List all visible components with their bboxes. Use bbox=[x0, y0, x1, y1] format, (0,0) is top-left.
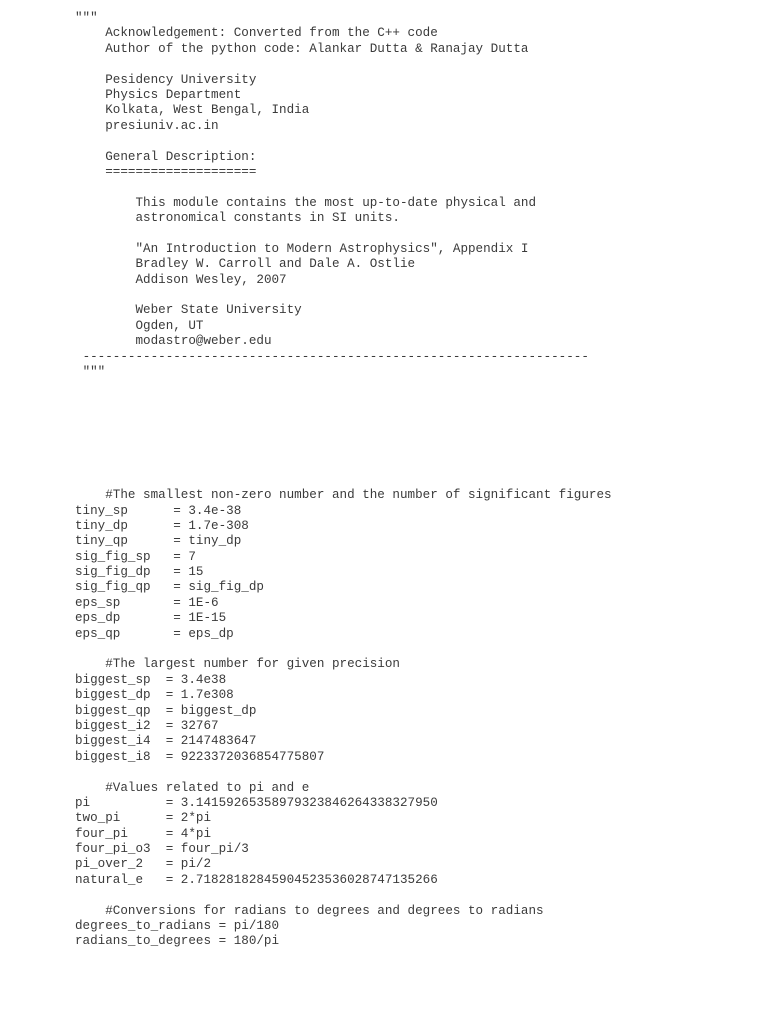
blank-line bbox=[75, 57, 612, 72]
description-line-1: This module contains the most up-to-date physical and bbox=[135, 195, 537, 210]
description-line-2: astronomical constants in SI units. bbox=[135, 211, 400, 226]
blank-line bbox=[75, 473, 612, 488]
code-line: sig_fig_qp = sig_fig_dp bbox=[75, 580, 264, 595]
code-line: biggest_dp = 1.7e308 bbox=[75, 688, 234, 703]
blank-line bbox=[75, 411, 612, 426]
code-line: eps_qp = eps_dp bbox=[75, 626, 234, 641]
code-line: pi = 3.14159265358979323846264338327950 bbox=[75, 795, 438, 810]
code-line: biggest_sp = 3.4e38 bbox=[75, 672, 227, 687]
blank-line bbox=[75, 457, 612, 472]
blank-line bbox=[75, 180, 612, 195]
code-line: tiny_sp = 3.4e-38 bbox=[75, 503, 242, 518]
code-line: tiny_dp = 1.7e-308 bbox=[75, 518, 249, 533]
separator-line: ------------------------------------------------------------------- bbox=[82, 349, 589, 364]
docstring-open: """ bbox=[75, 11, 98, 25]
code-line: degrees_to_radians = pi/180 bbox=[75, 919, 280, 934]
blank-line bbox=[75, 134, 612, 149]
book-title-line: "An Introduction to Modern Astrophysics", Appendix I bbox=[135, 241, 529, 256]
blank-line bbox=[75, 288, 612, 303]
code-line: biggest_i8 = 9223372036854775807 bbox=[75, 749, 325, 764]
section-comment: #Conversions for radians to degrees and degrees to radians bbox=[105, 903, 544, 918]
code-line: four_pi_o3 = four_pi/3 bbox=[75, 842, 249, 857]
code-line: two_pi = 2*pi bbox=[75, 811, 212, 826]
blank-line bbox=[75, 427, 612, 442]
code-line: tiny_qp = tiny_dp bbox=[75, 534, 242, 549]
institution-line: Pesidency University bbox=[105, 72, 257, 87]
website-line: presiuniv.ac.in bbox=[105, 118, 219, 133]
code-line: eps_dp = 1E-15 bbox=[75, 611, 227, 626]
code-line: four_pi = 4*pi bbox=[75, 826, 212, 841]
general-description-underline: ==================== bbox=[105, 164, 257, 179]
acknowledgement-line: Acknowledgement: Converted from the C++ code bbox=[105, 26, 438, 41]
code-line: eps_sp = 1E-6 bbox=[75, 595, 219, 610]
section-comment: #Values related to pi and e bbox=[105, 780, 310, 795]
book-authors-line: Bradley W. Carroll and Dale A. Ostlie bbox=[135, 257, 416, 272]
blank-line bbox=[75, 888, 612, 903]
blank-line bbox=[75, 642, 612, 657]
code-line: radians_to_degrees = 180/pi bbox=[75, 934, 280, 949]
section-comment: #The largest number for given precision bbox=[105, 657, 400, 672]
code-line: biggest_i2 = 32767 bbox=[75, 718, 219, 733]
university-name-line: Weber State University bbox=[135, 303, 302, 318]
blank-line bbox=[75, 765, 612, 780]
book-publisher-line: Addison Wesley, 2007 bbox=[135, 272, 287, 287]
location-line: Kolkata, West Bengal, India bbox=[105, 103, 310, 118]
blank-line bbox=[75, 226, 612, 241]
python-source-code bbox=[75, 11, 612, 950]
general-description-heading: General Description: bbox=[105, 149, 257, 164]
code-line: sig_fig_dp = 15 bbox=[75, 565, 204, 580]
section-comment: #The smallest non-zero number and the number of significant figures bbox=[105, 488, 612, 503]
blank-line bbox=[75, 380, 612, 395]
university-city-line: Ogden, UT bbox=[135, 318, 204, 333]
code-line: biggest_qp = biggest_dp bbox=[75, 703, 257, 718]
code-line: pi_over_2 = pi/2 bbox=[75, 857, 212, 872]
code-line: biggest_i4 = 2147483647 bbox=[75, 734, 257, 749]
department-line: Physics Department bbox=[105, 87, 242, 102]
blank-line bbox=[75, 396, 612, 411]
code-line: natural_e = 2.71828182845904523536028747135266 bbox=[75, 872, 438, 887]
docstring-close: """ bbox=[82, 364, 106, 379]
author-line: Author of the python code: Alankar Dutta & Ranajay Dutta bbox=[105, 41, 529, 56]
blank-line bbox=[75, 442, 612, 457]
code-line: sig_fig_sp = 7 bbox=[75, 549, 196, 564]
university-email-line: modastro@weber.edu bbox=[135, 334, 272, 349]
